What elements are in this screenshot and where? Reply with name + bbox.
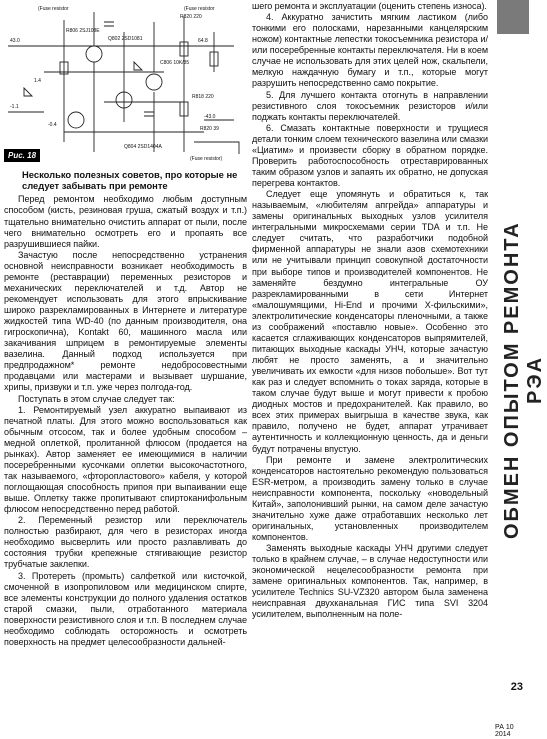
right-column <box>252 1 488 621</box>
label-fuse-resistor-3: (Fuse resistor) <box>190 156 223 162</box>
paragraph: Следует еще упомянуть и обратиться к, так называемым, «любителям апгрейда» аппаратуры и замены оригинальных выходных узлов усилителя интегральными микросхемами серии TDA и т.п. Не следует считать, что разработчики подобной фирменной аппаратуры не знали азов схемотехники или не учитывали принцип совокупной достаточности при выборе типов и производителей компонентов. Не заменяйте бездумно интегральные ОУ разрекламированными в сети Интернет «малошумящими, Hi-End и прочими X-фильскими», электролитические конденсаторы пленочными, а также из соображений «поставлю новые». Особенно это касается сглаживающих конденсаторов выпрямителей, питающих выходные каскады УНЧ, которые зачастую любят не просто заменять, а и значительно увеличивать их емкости «для низов побольше». Вот тут как раз и следует вспомнить о токах заряда, которые в таком случае будут выше и могут привести к пробою диодных мостов и предохранителей. Как правило, во всех этих примерах выигрыша в качестве звука, как правило, получено не будет, аппарат утрачивает аутентичность и коллекционную ценность, да и деньги будут потрачены впустую. <box>252 189 488 454</box>
label-v43b: -43.0 <box>204 114 216 120</box>
label-fuse-resistor-2: (Fuse resistor <box>184 6 215 12</box>
paragraph: 2. Переменный резистор или переключатель полностью разбирают, для чего в резисторах иногда необходимо высверлить или просто разлавливать до состояния трубки крепежные стягивающие резистор трубчатые заклепки. <box>4 515 247 570</box>
label-v43: 43.0 <box>10 38 20 44</box>
paragraph: Заменять выходные каскады УНЧ другими следует только в крайнем случае, – в случае недоступности или экономической нецелесообразности ремонта при замене оригинальных компонентов. Так, например, в усилителе Technics SU-VZ320 автором была заменена неисправная двухканальная ГИС типа SVI 3204 усилителем, выполненным на поле- <box>252 543 488 620</box>
paragraph: 6. Смазать контактные поверхности и трущиеся детали тонким слоем технического вазелина или смазки «Циатим» и произвести сборку в обратном порядке. Проверить работоспособность отреставрированных таким образом узлов и запаять их обратно, не допуская перегрева контактов. <box>252 122 488 188</box>
label-r818: R818 220 <box>192 94 214 100</box>
circuit-figure <box>4 2 247 162</box>
paragraph: 1. Ремонтируемый узел аккуратно выпаивают из печатной платы. Для этого можно воспользоваться как обычным отсосом, так и более удобным способом – медной оплеткой, пролитанной флюсом (продается на рынках). Автор заменяет ее имеющимися в наличии посеребренными кусочками оплетки высокочастотного, так называемого, «фторопластового» кабеля, у которой поглощающая способность припоя при выпаивании еще выше. Оплетку также пропитывают спиртоканифольным флюсом непосредственно перед работой. <box>4 404 247 515</box>
label-r806: R806 2SJ108E <box>66 28 100 34</box>
circuit-schematic <box>4 2 247 162</box>
paragraph: Зачастую после непосредственно устранения основной неисправности возникает необходимость в ремонте (реставрации) переменных резисторов и механических переключателей и т.д. Автор не рекомендует использовать для этого впрыскивание широко разрекламированных в Интернете и литературе жидкостей типа WD-40 (по данным производителя, она гигроскопична), Kontakt 60, машинного масла или закачивания шприцем в ремонтируемые элементы вазелина. Данный подход используется при предпродажном* ремонте недобросовестными продавцами или мастерами и вызывает шуршание, хрипы, призвуки и т.п. уже через полгода-год. <box>4 249 247 393</box>
issue-label: РА 10 2014 <box>495 724 514 738</box>
paragraph: Поступать в этом случае следует так: <box>18 393 175 404</box>
corner-marker <box>497 0 529 34</box>
label-r820b: R820 39 <box>200 126 219 132</box>
label-v14: 1.4 <box>34 78 41 84</box>
paragraph: 3. Протереть (промыть) салфеткой или кисточкой, смоченной в изопропиловом или медицинском спирте, все элементы конструкции до полного удаления остатков старой смазки, пыли, отработанного материала поверхности резистивного слоя и т.п. В последнем случае необходимо соблюдать осторожность и осмотреть поверхность на предмет целесообразности дальней- <box>4 570 247 647</box>
paragraph: 4. Аккуратно зачистить мягким ластиком (либо тонкими его полосками, нарезанными канцелярским ножом) контактные лепестки токосъемника резистора и/или посеребренные контакты переключателя. Ни в коем случае не использовать для этих целей нож, скальпели, мелкую наждачную бумагу и т.п., которые могут разрушить непосредственно само покрытие. <box>252 12 488 89</box>
page-number: 23 <box>510 681 523 693</box>
label-c806: C806 10K/35 <box>160 60 190 66</box>
paragraph: При ремонте и замене электролитических конденсаторов настоятельно рекомендую пользоваться ESR-метром, а производить замену только в случае неисправности компонента, поскольку «новодельный Китай», заполонивший рынки, на самом деле зачастую значительно хуже даже отработавших несколько лет оригинальных, установленных производителем компонентов. <box>252 454 488 542</box>
paragraph: 5. Для лучшего контакта отогнуть в направлении резистивного слоя токосъемник резисторов и/или поджать контакты переключателей. <box>252 89 488 122</box>
label-v64: 64.8 <box>198 38 208 44</box>
section-sidebar <box>495 0 546 739</box>
label-fuse-resistor-1: (Fuse resistor <box>38 6 69 12</box>
paragraph: Перед ремонтом необходимо любым доступным способом (кисть, резиновая груша, сжатый воздух и т.п.) тщательно внимательно очистить аппарат от пыли, после чего внимательно осмотреть его и пропаять все разрушившиеся пайки. <box>4 194 247 249</box>
figure-caption: Рис. 18 <box>4 149 40 162</box>
label-q802: Q802 2SD1081 <box>108 36 143 42</box>
label-v04: -0.4 <box>48 122 57 128</box>
paragraph: шего ремонта и эксплуатации (оценить степень износа). <box>252 1 487 11</box>
label-r820: R820 220 <box>180 14 202 20</box>
section-heading: Несколько полезных советов, про которые не следует забывать при ремонте <box>22 169 238 192</box>
label-v11: -1.1 <box>10 104 19 110</box>
label-q804: Q804 2SD1404A <box>124 144 162 150</box>
section-title: ОБМЕН ОПЫТОМ РЕМОНТА РЭА <box>501 221 546 539</box>
left-column <box>4 169 247 648</box>
